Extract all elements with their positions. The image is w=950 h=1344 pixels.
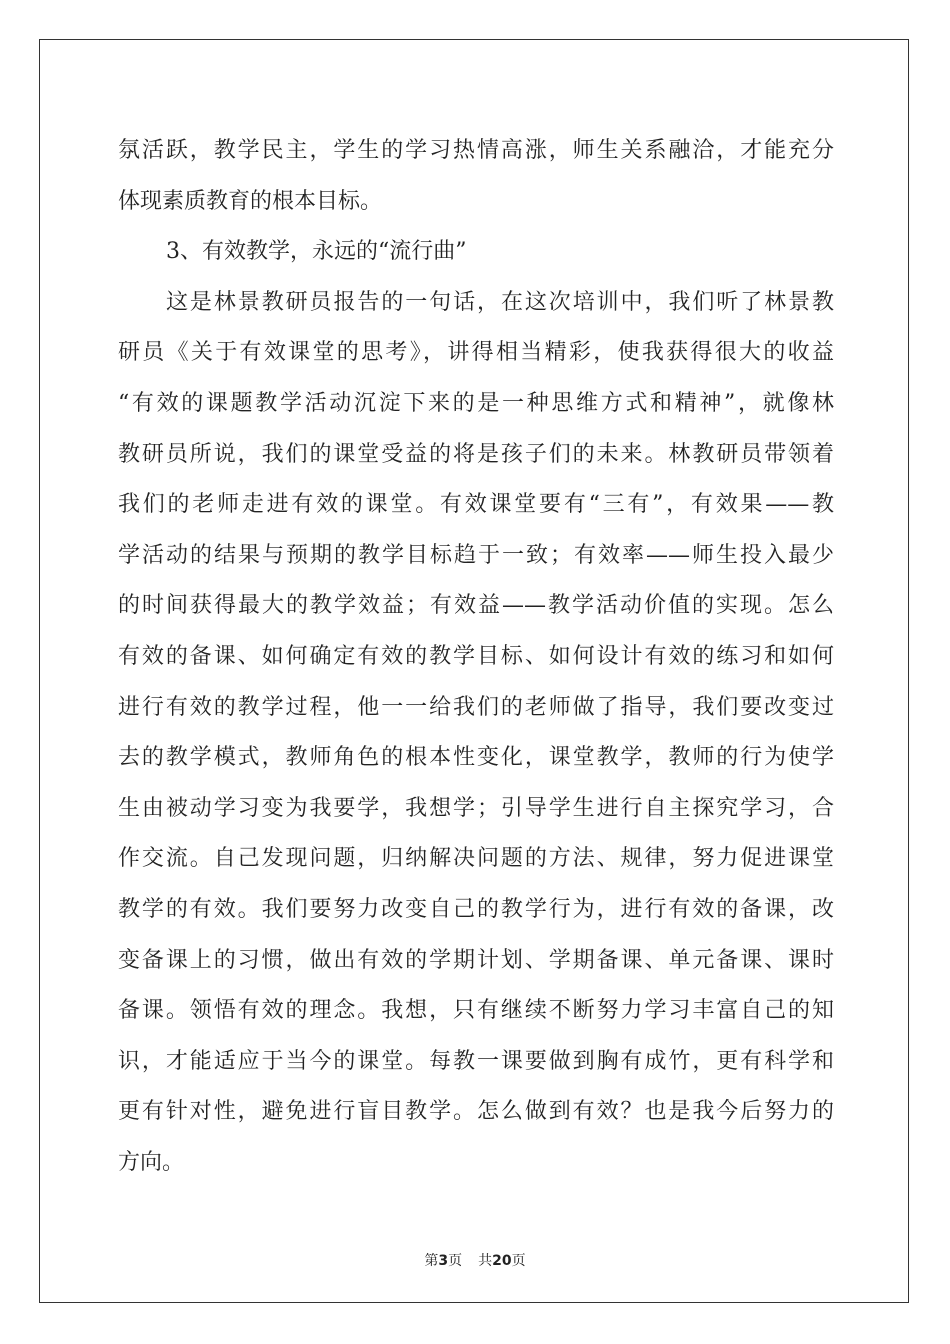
footer-page-suffix: 页: [448, 1253, 463, 1269]
text-line: 研员《关于有效课堂的思考》，讲得相当精彩，使我获得很大的收益: [118, 340, 834, 366]
text-line: 去的教学模式，教师角色的根本性变化，课堂教学，教师的行为使学: [118, 745, 834, 771]
text-line: 教学的有效。我们要努力改变自己的教学行为，进行有效的备课，改: [118, 896, 834, 922]
text-line: 学活动的结果与预期的教学目标趋于一致；有效率——师生投入最少: [118, 542, 834, 568]
text-line: 这是林景教研员报告的一句话，在这次培训中，我们听了林景教: [166, 289, 834, 315]
text-line: 教研员所说，我们的课堂受益的将是孩子们的未来。林教研员带领着: [118, 441, 834, 467]
text-line: “有效的课题教学活动沉淀下来的是一种思维方式和精神”，就像林: [118, 390, 834, 416]
text-line: 有效的备课、如何确定有效的教学目标、如何设计有效的练习和如何: [118, 643, 834, 669]
footer-total-prefix: 共: [478, 1253, 493, 1269]
text-line: 氛活跃，教学民主，学生的学习热情高涨，师生关系融洽，才能充分: [118, 138, 834, 163]
footer-page-prefix: 第: [424, 1253, 439, 1269]
footer-page-number: 3: [438, 1253, 449, 1269]
text-line: 更有针对性，避免进行盲目教学。怎么做到有效？也是我今后努力的: [118, 1099, 834, 1125]
text-line: 的时间获得最大的教学效益；有效益——教学活动价值的实现。怎么: [118, 593, 834, 619]
text-line: 备课。领悟有效的理念。我想，只有继续不断努力学习丰富自己的知: [118, 998, 834, 1024]
text-line: 作交流。自己发现问题，归纳解决问题的方法、规律，努力促进课堂: [118, 846, 834, 872]
footer-total-pages: 20: [492, 1253, 512, 1269]
text-line: 生由被动学习变为我要学，我想学；引导学生进行自主探究学习，合: [118, 795, 834, 821]
text-line: 我们的老师走进有效的课堂。有效课堂要有“三有”，有效果——教: [118, 492, 834, 518]
text-line: 识，才能适应于当今的课堂。每教一课要做到胸有成竹，更有科学和: [118, 1048, 834, 1074]
footer-total-suffix: 页: [511, 1253, 526, 1269]
document-body: [118, 126, 834, 1188]
text-line: 3、有效教学，永远的“流行曲”: [166, 239, 467, 265]
text-line: 进行有效的教学过程，他一一给我们的老师做了指导，我们要改变过: [118, 694, 834, 720]
text-line: 体现素质教育的根本目标。: [118, 188, 383, 214]
text-line: 变备课上的习惯，做出有效的学期计划、学期备课、单元备课、课时: [118, 947, 834, 973]
text-line: 方向。: [118, 1149, 185, 1175]
page-footer: [0, 1250, 950, 1270]
